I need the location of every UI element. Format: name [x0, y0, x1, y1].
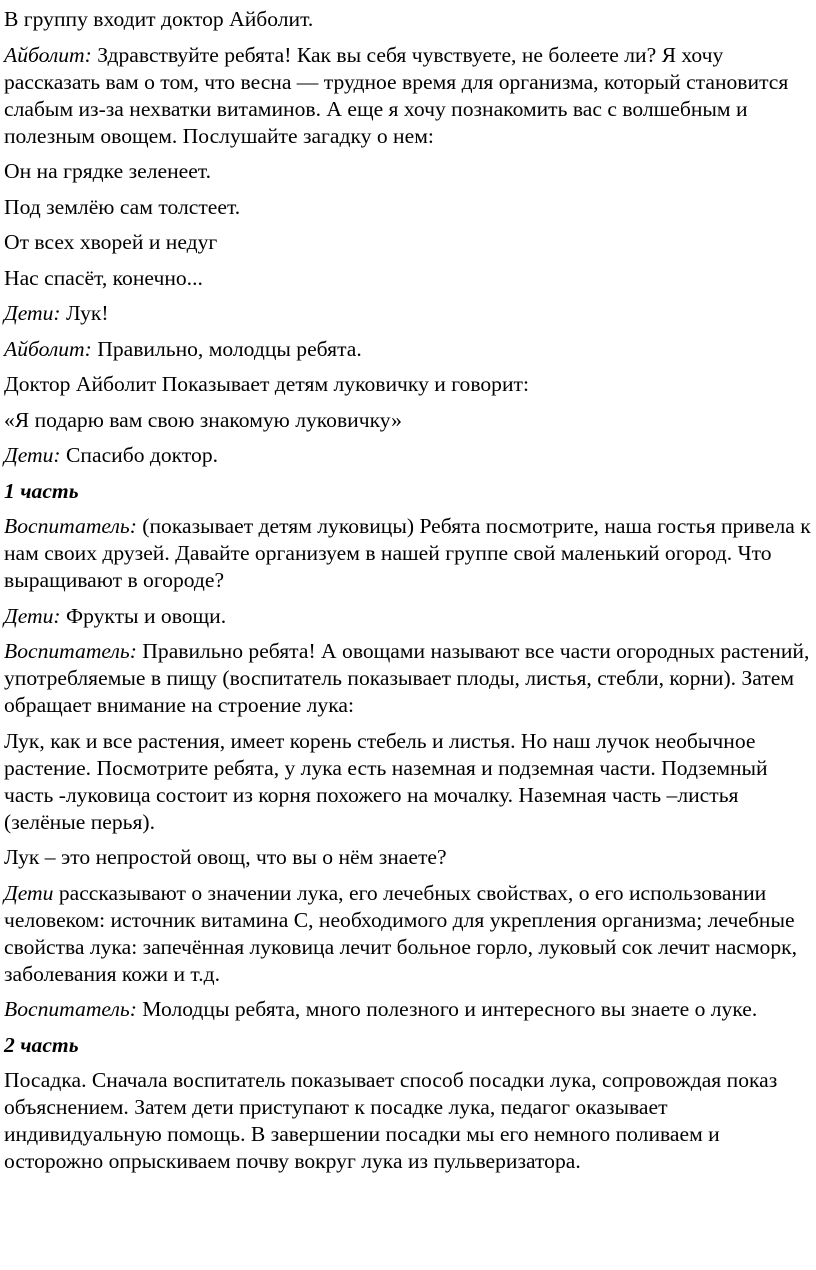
planting-paragraph — [4, 1067, 812, 1175]
paragraph-text: Правильно ребята! А овощами называют все части огородных растений, употребляемые в пищу (воспитатель показывает плоды, листья, стебли, корни). Затем обращает внимание на строение лука: — [4, 639, 810, 717]
paragraph-text: Лук, как и все растения, имеет корень стебель и листья. Но наш лучок необычное растение. Посмотрите ребята, у лука есть наземная и подземная части. Подземный часть -луковица состоит из корня похожего на мочалку. Наземная часть –листья (зелёные перья). — [4, 728, 768, 834]
paragraph-text: Здравствуйте ребята! Как вы себя чувствуете, не болеете ли? Я хочу рассказать вам о том, что весна — трудное время для организма, который становится слабым из-за нехватки витаминов. А еще я хочу познакомить вас с волшебным и полезным овощем. Послушайте загадку о нем: — [4, 42, 789, 148]
speaker-label: Дети: — [4, 301, 61, 325]
paragraph-text: Лук! — [60, 301, 109, 325]
speaker-label: Дети: — [4, 443, 61, 467]
paragraph-text: «Я подарю вам свою знакомую луковичку» — [4, 407, 402, 432]
narration-paragraph — [4, 371, 812, 398]
question-paragraph — [4, 844, 812, 871]
dialogue-aibolit-greeting — [4, 42, 812, 150]
paragraph-text: рассказывают о значении лука, его лечебных свойствах, о его использовании человеком: источник витамина С, необходимого для укрепления организма; лечебные свойства лука: запечённая луковица лечит больное горло, луковый сок лечит насморк, заболевания кожи и т.д. — [4, 880, 798, 986]
paragraph-text: Правильно, молодцы ребята. — [91, 336, 362, 361]
quote-paragraph — [4, 407, 812, 434]
section-heading-part-2: 2 часть — [4, 1032, 79, 1057]
paragraph-text: Лук – это непростой овощ, что вы о нём знаете? — [4, 845, 447, 869]
paragraph-text: Фрукты и овощи. — [60, 603, 227, 628]
paragraph-text: Нас спасёт, конечно... — [4, 265, 203, 290]
section-heading-part-1: 1 часть — [4, 478, 79, 503]
riddle-line — [4, 229, 812, 256]
dialogue-children-thanks — [4, 442, 812, 469]
speaker-label: Воспитатель: — [4, 997, 137, 1021]
paragraph-text: В группу входит доктор Айболит. — [4, 7, 314, 31]
dialogue-teacher-garden — [4, 513, 812, 594]
speaker-label: Айболит: — [4, 336, 92, 361]
dialogue-teacher-praise — [4, 996, 812, 1023]
speaker-label: Дети: — [4, 603, 61, 628]
speaker-label: Айболит: — [4, 42, 92, 67]
speaker-label: Воспитатель: — [4, 639, 137, 663]
dialogue-children-fruits — [4, 603, 812, 630]
paragraph-text: От всех хворей и недуг — [4, 230, 218, 254]
paragraph-text: Молодцы ребята, много полезного и интересного вы знаете о луке. — [136, 997, 758, 1021]
paragraph-text: Под землёю сам толстеет. — [4, 194, 241, 219]
dialogue-children-answer — [4, 300, 812, 327]
speaker-label: Дети — [4, 880, 54, 905]
speaker-label: Воспитатель: — [4, 514, 137, 538]
dialogue-aibolit-praise — [4, 336, 812, 363]
intro-paragraph — [4, 6, 812, 33]
riddle-line — [4, 194, 812, 221]
paragraph-text: (показывает детям луковицы) Ребята посмотрите, наша гостья привела к нам своих друзей. Давайте организуем в нашей группе свой маленький огород. Что выращивают в огороде? — [4, 514, 811, 592]
riddle-line — [4, 158, 812, 185]
onion-structure-paragraph — [4, 728, 812, 836]
children-onion-properties — [4, 880, 812, 988]
dialogue-teacher-vegetables — [4, 638, 812, 719]
riddle-line — [4, 265, 812, 292]
paragraph-text: Доктор Айболит Показывает детям луковичку и говорит: — [4, 372, 529, 396]
paragraph-text: Посадка. Сначала воспитатель показывает способ посадки лука, сопровождая показ объяснением. Затем дети приступают к посадке лука, педагог оказывает индивидуальную помощь. В завершении посадки мы его немного поливаем и осторожно опрыскиваем почву вокруг лука из пульверизатора. — [4, 1068, 778, 1173]
paragraph-text: Он на грядке зеленеет. — [4, 159, 212, 183]
paragraph-text: Спасибо доктор. — [60, 443, 219, 467]
